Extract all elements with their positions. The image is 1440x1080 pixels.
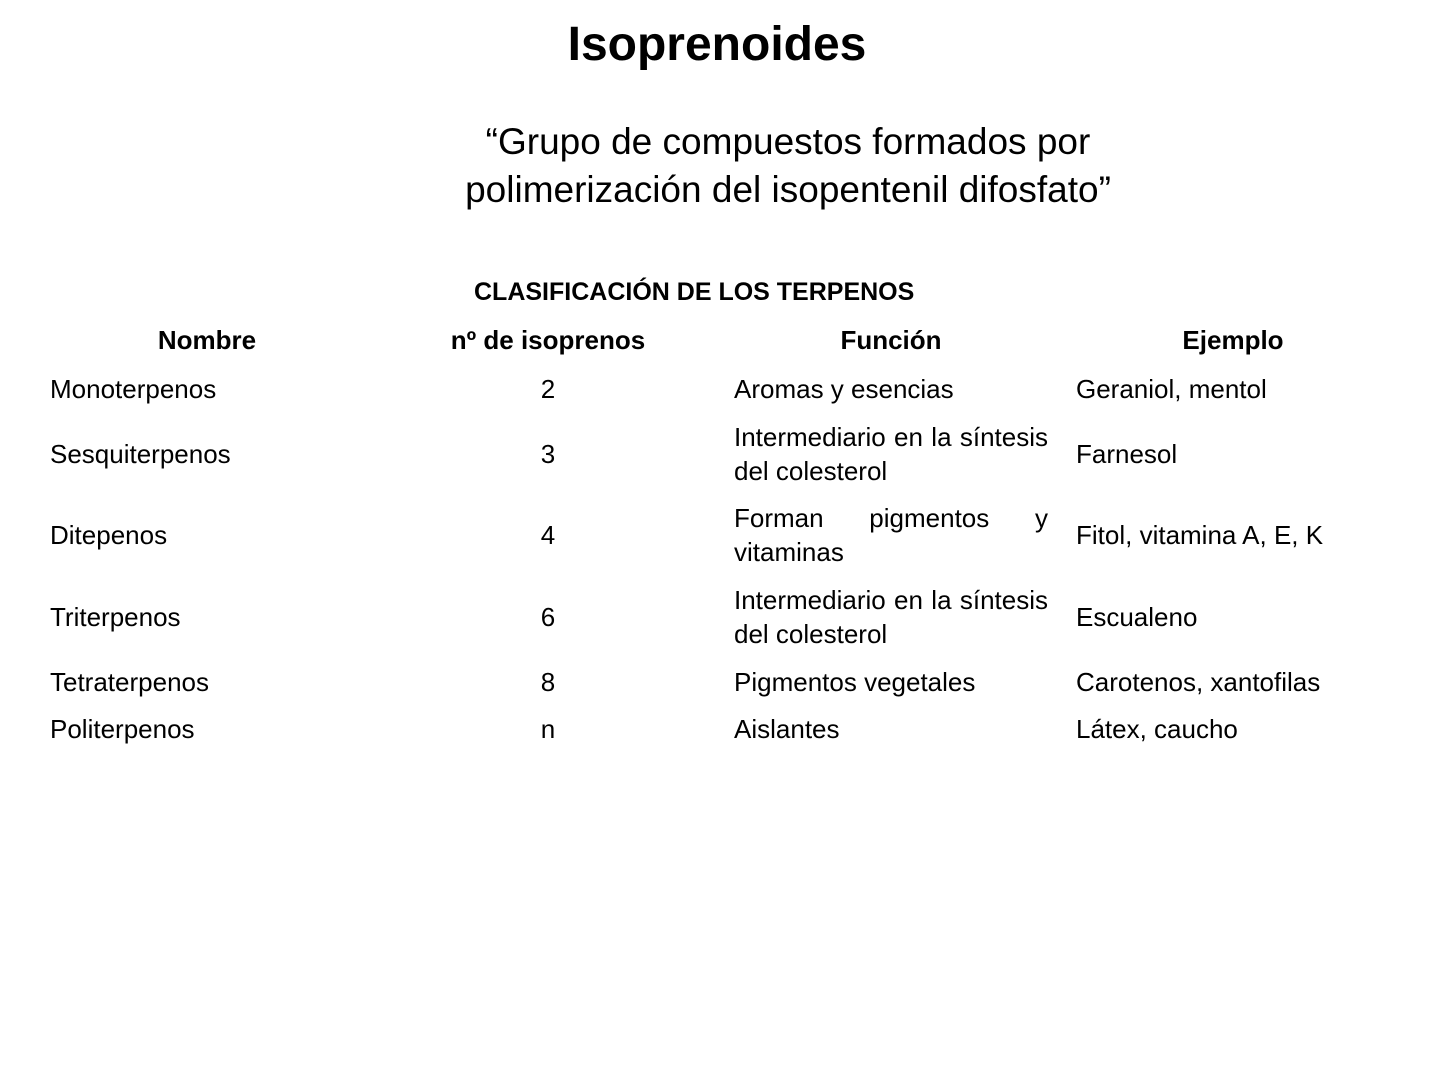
cell-isoprenos: 4 [540,520,556,550]
definition-line-2: polimerización del isopentenil difosfato” [465,169,1111,210]
cell-funcion: Aislantes [734,714,840,744]
cell-funcion: Pigmentos vegetales [734,667,976,697]
cell-nombre: Ditepenos [50,520,168,550]
header-nombre: Nombre [157,325,257,355]
cell-ejemplo: Farnesol [1076,439,1178,469]
definition-quote [438,118,1138,214]
definition-line-1: “Grupo de compuestos formados por [485,121,1091,162]
cell-isoprenos: n [540,714,556,744]
cell-nombre: Politerpenos [50,714,195,744]
cell-funcion [734,420,1048,488]
cell-ejemplo: Escualeno [1076,602,1198,632]
slide-title: Isoprenoides [567,18,867,71]
cell-ejemplo: Fitol, vitamina A, E, K [1076,520,1324,550]
cell-funcion-text: Intermediario en la síntesis del colesterol [734,585,1048,649]
cell-nombre: Sesquiterpenos [50,439,231,469]
cell-nombre: Triterpenos [50,602,181,632]
cell-ejemplo: Geraniol, mentol [1076,374,1267,404]
cell-nombre: Monoterpenos [50,374,217,404]
header-isoprenos: nº de isoprenos [450,325,646,355]
cell-funcion-text: Forman pigmentos y vitaminas [734,503,1048,567]
cell-ejemplo: Látex, caucho [1076,714,1238,744]
cell-isoprenos: 8 [540,667,556,697]
table-caption: CLASIFICACIÓN DE LOS TERPENOS [474,278,915,306]
cell-funcion [734,583,1048,651]
cell-funcion-text: Intermediario en la síntesis del colesterol [734,422,1048,486]
cell-ejemplo: Carotenos, xantofilas [1076,667,1321,697]
cell-nombre: Tetraterpenos [50,667,209,697]
header-ejemplo: Ejemplo [1182,325,1284,355]
header-funcion: Función [840,325,942,355]
cell-isoprenos: 6 [540,602,556,632]
cell-isoprenos: 3 [540,439,556,469]
cell-isoprenos: 2 [540,374,556,404]
cell-funcion [734,501,1048,569]
cell-funcion: Aromas y esencias [734,374,954,404]
